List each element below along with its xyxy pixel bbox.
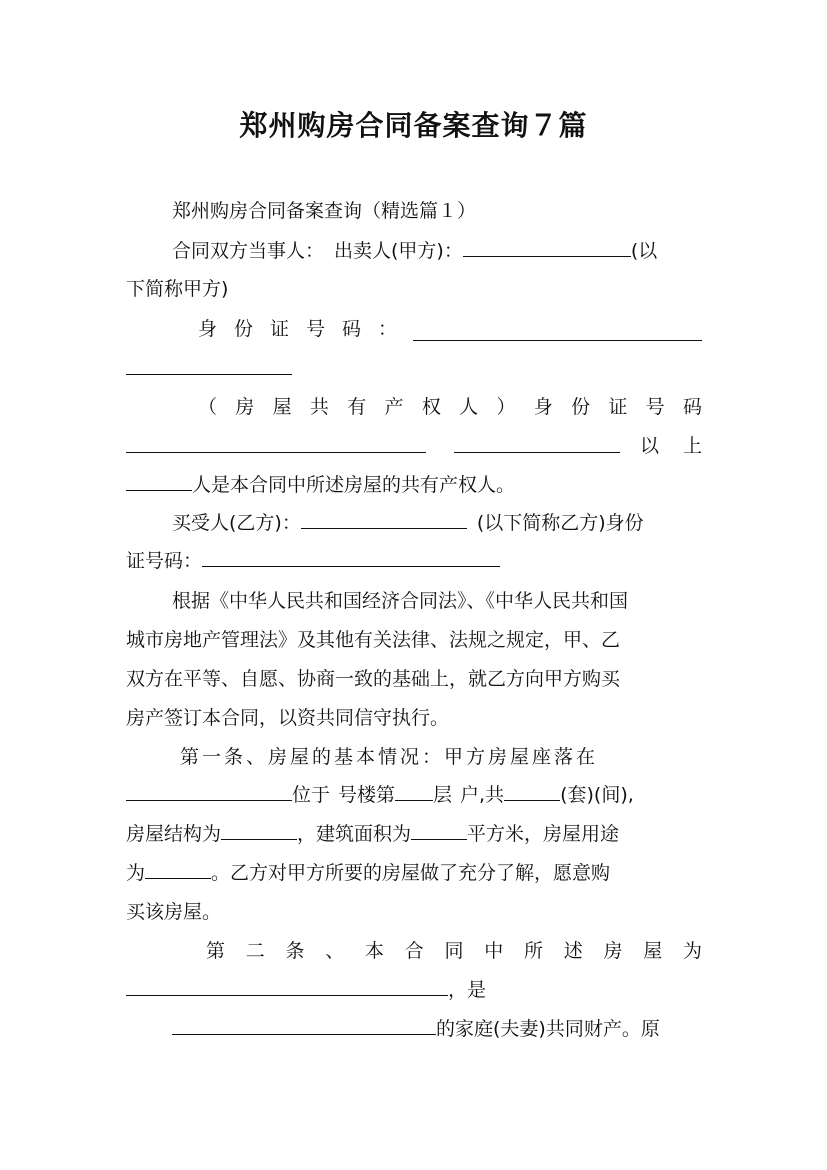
area-label: ，建筑面积为 [297,823,412,845]
property-blank [126,977,448,996]
id-blank-cont [126,356,292,375]
coowner-count-blank [126,472,192,491]
article-2-line-3 [172,1016,660,1042]
article-1-structure [126,821,619,847]
article-2-is: ，是 [448,979,487,1001]
article-2-heading: 第二条、本合同中所述房屋为 [206,940,702,962]
seller-label: 出卖人(甲方)： [334,240,463,262]
buyer-line [172,510,644,536]
section-heading: 郑州购房合同备案查询（精选篇１） [172,200,477,222]
coowner-blank-2 [454,434,620,453]
area-blank [411,821,467,840]
article-1-location [126,782,634,808]
buyer-suffix: (以下简称乙方)身份 [476,512,644,534]
seller-suffix-line: 下简称甲方) [126,278,229,300]
document-title: 郑州购房合同备案查询７篇 [239,109,588,142]
buyer-id-label: 证号码： [126,550,203,572]
coowner-tail-line [126,472,515,498]
basis-line-3: 双方在平等、自愿、协商一致的基础上，就乙方向甲方购买 [126,668,621,690]
seller-suffix: (以 [630,240,658,262]
use-blank [145,860,211,879]
location-d: 户,共 [460,784,505,806]
buyer-label: 买受人(乙方)： [172,512,301,534]
article-1-heading: 第一条、房屋的基本情况：甲方房屋座落在 [180,746,599,768]
article-2-line-2 [126,977,486,1003]
structure-blank [221,821,297,840]
basis-line-1: 根据《中华人民共和国经济合同法》、《中华人民共和国 [172,590,629,612]
buyer-id-blank [202,548,500,567]
structure-label: 房屋结构为 [126,823,222,845]
article-1-use [126,860,610,886]
location-blank [126,782,292,801]
basis-line-2: 城市房地产管理法》及其他有关法律、法规之规定，甲、乙 [126,629,621,651]
coowner-above: 以上 [640,435,702,457]
floor-blank [395,782,433,801]
location-b: 号楼第 [338,784,396,806]
owner-blank [172,1016,436,1035]
use-tail: 。乙方对甲方所要的房屋做了充分了解，愿意购 [211,862,611,884]
buyer-id-line [126,548,500,574]
parties-label: 合同双方当事人： [172,240,325,262]
coowner-tail: 人是本合同中所述房屋的共有产权人。 [192,474,516,496]
location-a: 位于 [292,784,331,806]
location-e: (套)(间), [560,784,634,806]
basis-line-4: 房产签订本合同，以资共同信守执行。 [126,707,450,729]
buyer-blank [301,510,467,529]
area-unit: 平方米，房屋用途 [467,823,620,845]
units-blank [504,782,560,801]
article-1-end: 买该房屋。 [126,901,222,923]
article-2-tail: 的家庭(夫妻)共同财产。原 [436,1018,660,1040]
coowner-blank-1 [126,434,426,453]
id-blank [413,322,702,341]
id-label: 身份证号码： [198,318,415,340]
use-prefix: 为 [126,862,146,884]
location-c: 层 [433,784,453,806]
parties-line [172,238,657,264]
seller-blank [463,238,631,257]
coowner-label: （房屋共有产权人）身份证号码 [198,396,702,418]
